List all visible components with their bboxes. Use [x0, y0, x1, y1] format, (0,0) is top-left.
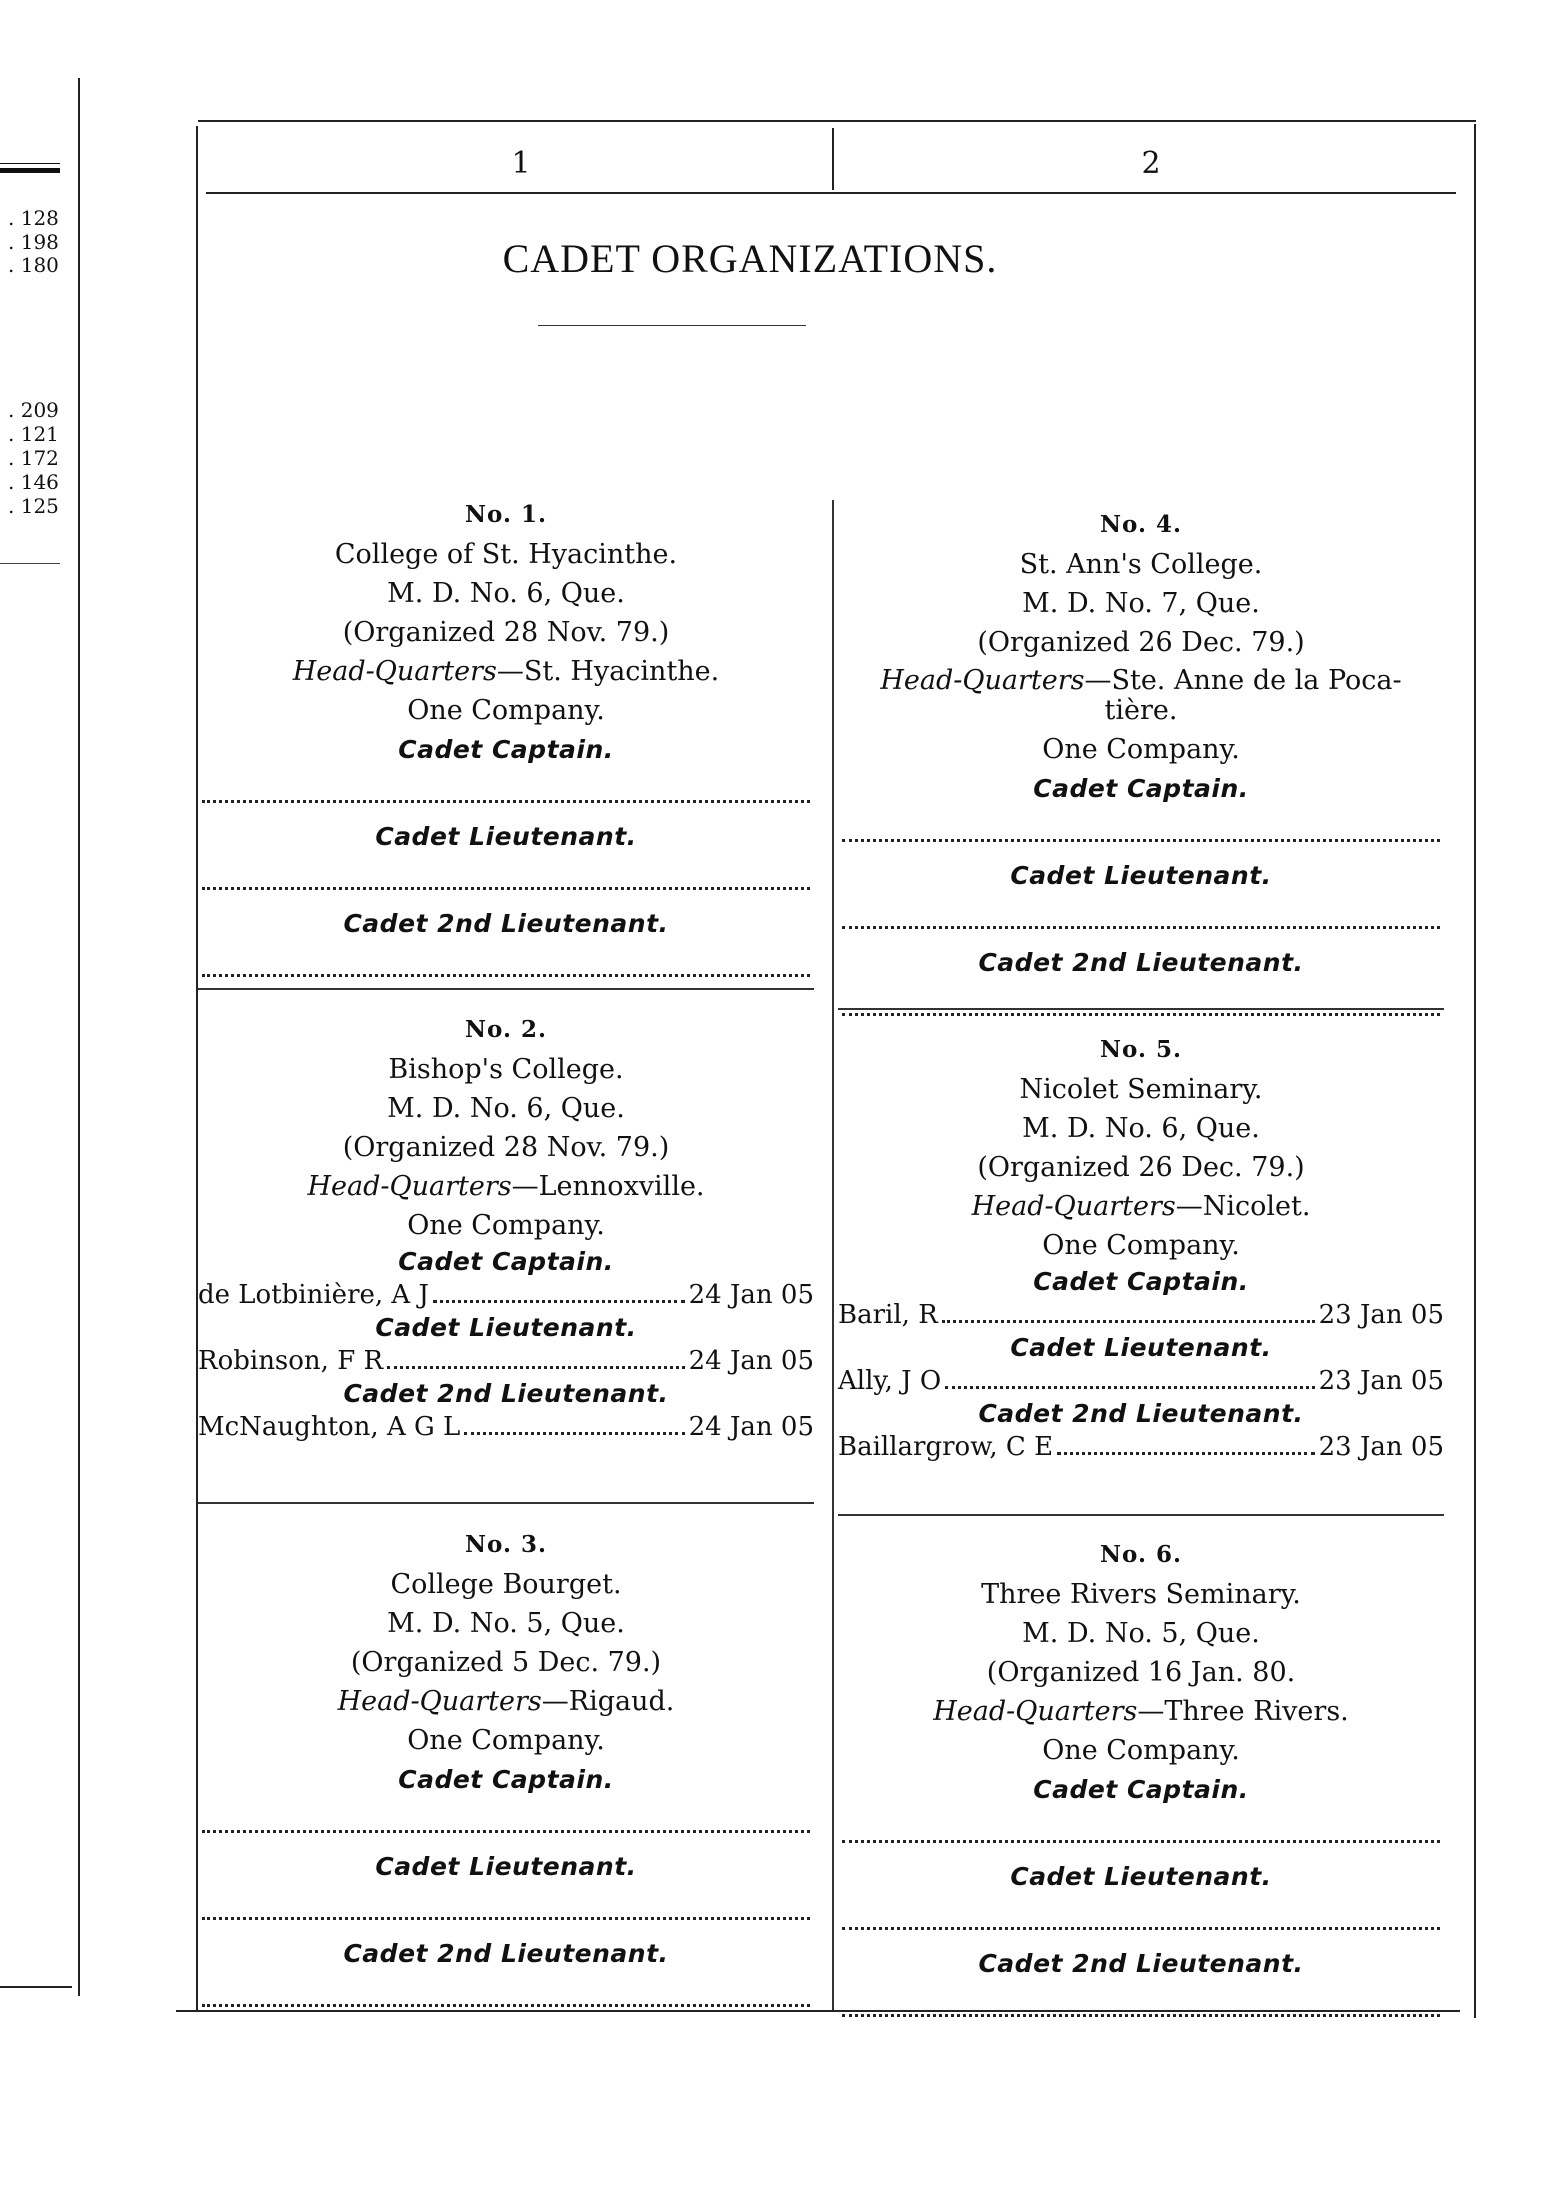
organization-entry [198, 1525, 814, 2021]
page-ref: . 125 [8, 494, 59, 518]
blank-leader [842, 1897, 1440, 1930]
entry-separator [838, 1008, 1444, 1010]
entry-name: College Bourget. [390, 1569, 622, 1600]
entry-number: No. 5. [1100, 1036, 1182, 1063]
double-rule [0, 163, 60, 164]
entry-name: St. Ann's College. [1019, 549, 1263, 580]
headquarters [198, 1682, 814, 1721]
hq-value: —Ste. Anne de la Poca- [1084, 665, 1402, 696]
rank-captain: Cadet Captain. [398, 1247, 614, 1276]
blank-leader [842, 809, 1440, 842]
blank-leader [202, 944, 810, 977]
divider [0, 563, 60, 564]
companies: One Company. [1042, 734, 1240, 765]
frame-top-rule [198, 120, 1476, 122]
column-head-divider [832, 128, 834, 190]
organization-entry [198, 1010, 814, 1443]
rank-captain: Cadet Captain. [1033, 1775, 1249, 1804]
blank-leader [842, 1810, 1440, 1843]
rank-lieutenant: Cadet Lieutenant. [375, 1852, 637, 1881]
officer-entry [838, 1431, 1444, 1463]
organization-entry [838, 1535, 1444, 2031]
commission-date: 23 Jan 05 [1318, 1432, 1444, 1462]
rank-captain: Cadet Captain. [398, 735, 614, 764]
left-page-fragment [0, 78, 80, 1996]
officer-entry [198, 1279, 814, 1311]
headquarters [838, 1187, 1444, 1226]
companies: One Company. [407, 1210, 605, 1241]
page-ref: . 146 [8, 470, 59, 494]
page-ref: . 209 [8, 398, 59, 422]
rank-lieutenant: Cadet Lieutenant. [375, 822, 637, 851]
rank-lieutenant: Cadet Lieutenant. [1010, 861, 1272, 890]
commission-date: 24 Jan 05 [688, 1412, 814, 1442]
organized-date: (Organized 28 Nov. 79.) [342, 617, 670, 648]
military-district: M. D. No. 6, Que. [1022, 1113, 1260, 1144]
companies: One Company. [407, 695, 605, 726]
rank-second-lieutenant: Cadet 2nd Lieutenant. [343, 909, 669, 938]
entry-separator [198, 988, 814, 990]
entry-name: Nicolet Seminary. [1019, 1074, 1263, 1105]
companies: One Company. [1042, 1230, 1240, 1261]
hq-label: Head-Quarters [292, 656, 497, 687]
commission-date: 24 Jan 05 [688, 1280, 814, 1310]
rank-second-lieutenant: Cadet 2nd Lieutenant. [978, 948, 1304, 977]
rank-second-lieutenant: Cadet 2nd Lieutenant. [343, 1939, 669, 1968]
rank-lieutenant: Cadet Lieutenant. [1010, 1862, 1272, 1891]
companies: One Company. [407, 1725, 605, 1756]
military-district: M. D. No. 5, Que. [1022, 1618, 1260, 1649]
rank-captain: Cadet Captain. [398, 1765, 614, 1794]
organized-date: (Organized 26 Dec. 79.) [977, 1152, 1305, 1183]
rank-second-lieutenant: Cadet 2nd Lieutenant. [978, 1949, 1304, 1978]
officer-name: Baril, R [838, 1300, 938, 1330]
organization-entry [838, 505, 1444, 1030]
organization-entry [198, 495, 814, 991]
military-district: M. D. No. 7, Que. [1022, 588, 1260, 619]
organized-date: (Organized 16 Jan. 80. [986, 1657, 1296, 1688]
blank-leader [842, 1984, 1440, 2017]
officer-name: Baillargrow, C E [838, 1432, 1054, 1462]
divider [0, 1986, 72, 1988]
thick-rule [0, 168, 60, 173]
organized-date: (Organized 26 Dec. 79.) [977, 627, 1305, 658]
hq-value-continued: tière. [1104, 695, 1178, 726]
officer-name: McNaughton, A G L [198, 1412, 461, 1442]
entry-number: No. 6. [1100, 1541, 1182, 1568]
entry-separator [838, 1514, 1444, 1516]
entry-number: No. 4. [1100, 511, 1182, 538]
entry-name: Three Rivers Seminary. [981, 1579, 1301, 1610]
commission-date: 23 Jan 05 [1318, 1366, 1444, 1396]
blank-leader [202, 1887, 810, 1920]
officer-entry [198, 1345, 814, 1377]
hq-value: —Three Rivers. [1137, 1696, 1349, 1727]
dot-leader [1057, 1452, 1315, 1455]
commission-date: 24 Jan 05 [688, 1346, 814, 1376]
officer-entry [838, 1299, 1444, 1331]
headquarters [838, 662, 1444, 730]
dot-leader [433, 1300, 685, 1303]
entry-number: No. 3. [465, 1531, 547, 1558]
hq-label: Head-Quarters [971, 1191, 1176, 1222]
blank-leader [842, 896, 1440, 929]
page-ref: . 128 [8, 206, 59, 230]
headquarters [838, 1692, 1444, 1731]
hq-label: Head-Quarters [880, 665, 1085, 696]
hq-value: —Lennoxville. [511, 1171, 705, 1202]
entry-number: No. 2. [465, 1016, 547, 1043]
title-rule [538, 325, 806, 326]
blank-leader [842, 983, 1440, 1016]
rank-captain: Cadet Captain. [1033, 1267, 1249, 1296]
entry-name: Bishop's College. [388, 1054, 624, 1085]
entry-number: No. 1. [465, 501, 547, 528]
blank-leader [202, 1974, 810, 2007]
officer-entry [198, 1411, 814, 1443]
officer-name: Robinson, F R [198, 1346, 384, 1376]
page-ref: . 172 [8, 446, 59, 470]
officer-name: Ally, J O [838, 1366, 942, 1396]
dot-leader [464, 1432, 684, 1435]
rank-second-lieutenant: Cadet 2nd Lieutenant. [978, 1399, 1304, 1428]
organized-date: (Organized 28 Nov. 79.) [342, 1132, 670, 1163]
military-district: M. D. No. 5, Que. [387, 1608, 625, 1639]
military-district: M. D. No. 6, Que. [387, 578, 625, 609]
entry-name: College of St. Hyacinthe. [334, 539, 678, 570]
hq-value: —Rigaud. [541, 1686, 675, 1717]
rank-captain: Cadet Captain. [1033, 774, 1249, 803]
hq-value: —Nicolet. [1175, 1191, 1311, 1222]
officer-entry [838, 1365, 1444, 1397]
rank-lieutenant: Cadet Lieutenant. [1010, 1333, 1272, 1362]
blank-leader [202, 770, 810, 803]
hq-value: —St. Hyacinthe. [496, 656, 720, 687]
rank-second-lieutenant: Cadet 2nd Lieutenant. [343, 1379, 669, 1408]
headquarters [198, 652, 814, 691]
military-district: M. D. No. 6, Que. [387, 1093, 625, 1124]
column-number-1: 1 [511, 146, 531, 181]
page-ref: . 121 [8, 422, 59, 446]
hq-label: Head-Quarters [337, 1686, 542, 1717]
entry-separator [198, 1502, 814, 1504]
headquarters [198, 1167, 814, 1206]
officer-name: de Lotbinière, A J [198, 1280, 429, 1310]
hq-label: Head-Quarters [933, 1696, 1138, 1727]
page-ref: . 198 [8, 230, 59, 254]
dot-leader [387, 1366, 685, 1369]
page-title: CADET ORGANIZATIONS. [502, 236, 998, 281]
blank-leader [202, 857, 810, 890]
hq-label: Head-Quarters [307, 1171, 512, 1202]
organized-date: (Organized 5 Dec. 79.) [350, 1647, 662, 1678]
dot-leader [945, 1386, 1314, 1389]
column-divider [832, 500, 834, 2010]
blank-leader [202, 1800, 810, 1833]
dot-leader [942, 1320, 1315, 1323]
column-head-rule [206, 192, 1456, 194]
rank-lieutenant: Cadet Lieutenant. [375, 1313, 637, 1342]
page-ref: . 180 [8, 253, 59, 277]
companies: One Company. [1042, 1735, 1240, 1766]
frame-right-rule [1474, 124, 1476, 2018]
organization-entry [838, 1030, 1444, 1463]
column-number-2: 2 [1141, 146, 1161, 181]
commission-date: 23 Jan 05 [1318, 1300, 1444, 1330]
